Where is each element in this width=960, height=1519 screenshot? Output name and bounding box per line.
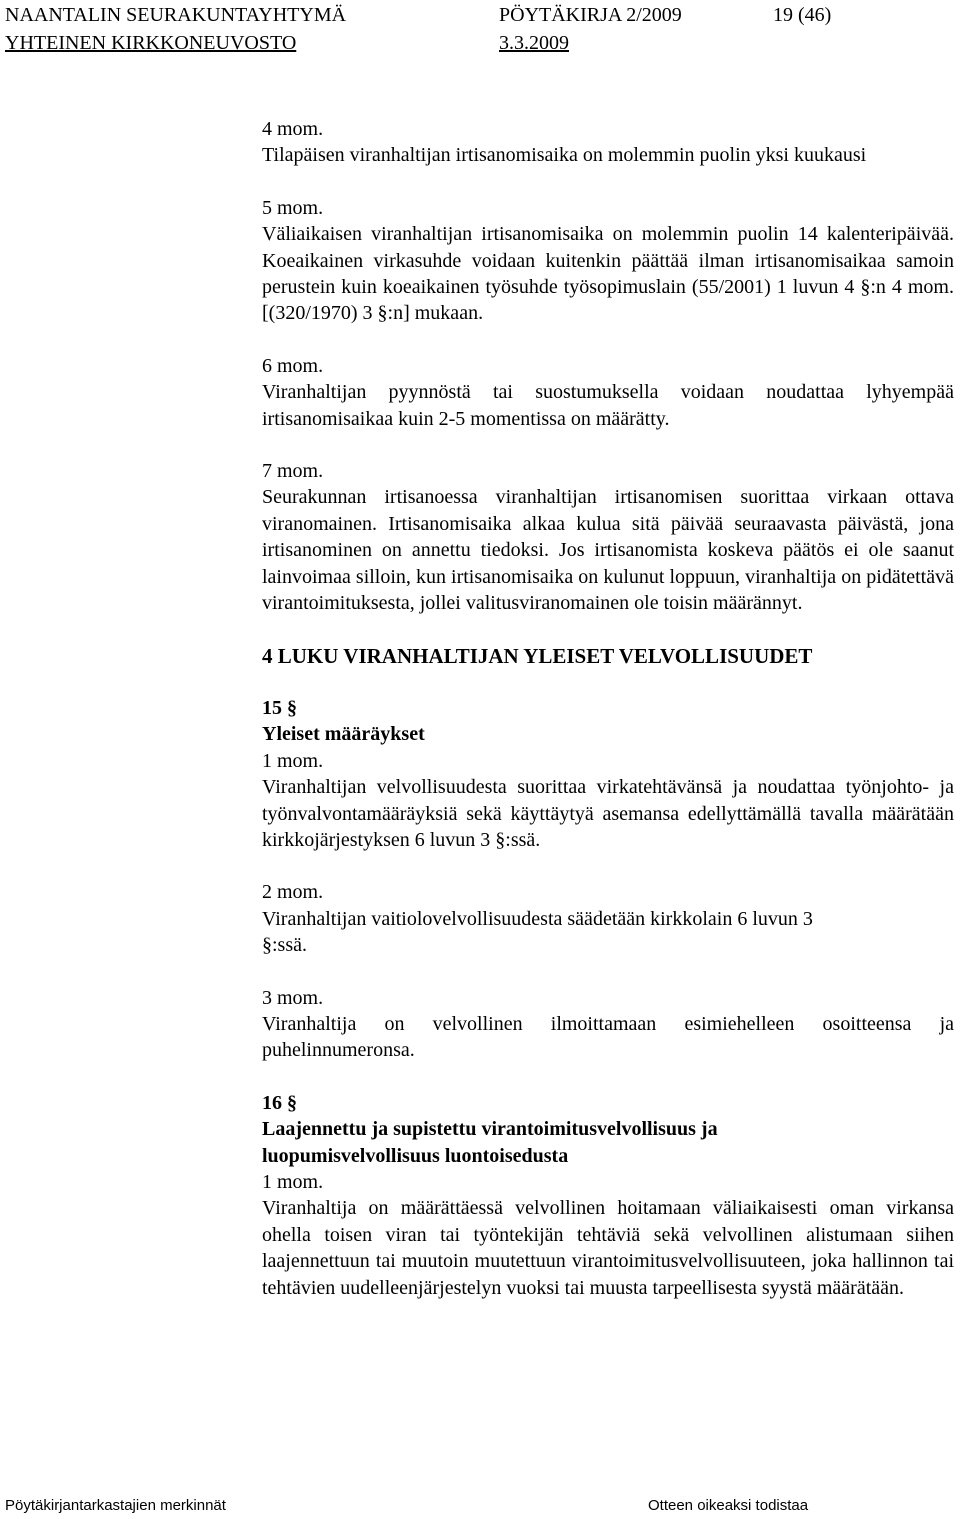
section-16-moment-1-text: Viranhaltija on määrättäessä velvollinen hoitamaan väliaikaisesti oman virkansa ohella toisen viran tai työntekijän tehtäviä sekä velvollinen alistumaan siihen laajennettuun tai muutoin muutettuun virantoimitusvelvollisuuteen, joka hallinnon tai tehtävien uudelleenjärjestelyn vuoksi tai muusta tarpeellisesta syystä määrätään. xyxy=(262,1197,954,1299)
section-15-moment-3-title: 3 mom. xyxy=(262,986,324,1009)
page-number: 19 (46) xyxy=(773,4,832,26)
moment-5-text: Väliaikaisen viranhaltijan irtisanomisaika on molemmin puolin 14 kalenteripäivää. Koeaikainen virkasuhde voidaan kuitenkin päättää ilman irtisanomisaikaa samoin perustein kuin koeaikainen työsuhde työsopimuslain (55/2001) 1 luvun 4 §:n 4 mom. [(320/1970) 3 §:n] mukaan. xyxy=(262,223,954,325)
organization-name: NAANTALIN SEURAKUNTAYHTYMÄ xyxy=(5,4,347,26)
moment-6-text: Viranhaltijan pyynnöstä tai suostumuksella voidaan noudattaa lyhyempää irtisanomisaikaa kuin 2-5 momentissa on määrätty. xyxy=(262,381,954,430)
section-16-moment-1-title: 1 mom. xyxy=(262,1171,324,1193)
council-name: YHTEINEN KIRKKONEUVOSTO xyxy=(5,32,297,54)
section-15-number: 15 § xyxy=(262,696,297,719)
chapter-heading: 4 LUKU VIRANHALTIJAN YLEISET VELVOLLISUUDET xyxy=(262,643,813,668)
section-16-title: Laajennettu ja supistettu virantoimitusvelvollisuus ja luopumisvelvollisuus luontoisedusta xyxy=(262,1118,718,1167)
section-15-moment-1-text: Viranhaltijan velvollisuudesta suorittaa virkatehtävänsä ja noudattaa työnjohto- ja työnvalvontamääräyksiä sekä käyttäytyä asemansa edellyttämällä tavalla määrätään kirkkojärjestyksen 6 luvun 3 §:ssä. xyxy=(262,776,954,851)
meeting-date: 3.3.2009 xyxy=(499,32,569,54)
moment-7-text: Seurakunnan irtisanoessa viranhaltijan irtisanomisen suorittaa virkaan ottava viranomainen. Irtisanomisaika alkaa kulua sitä päivää seuraavasta päivästä, jona irtisanominen on annettu tiedoksi. Jos irtisanomista koskeva päätös ei ole saanut lainvoimaa silloin, kun irtisanomisaika on kulunut loppuun, viranhaltija on pidätettävä virantoimituksesta, jollei valitusviranomainen ole toisin määrännyt. xyxy=(262,486,954,615)
document-title: PÖYTÄKIRJA 2/2009 xyxy=(499,4,682,26)
document-body xyxy=(262,116,954,1301)
footer-certification: Otteen oikeaksi todistaa xyxy=(648,1497,809,1514)
footer-reviewers-note: Pöytäkirjantarkastajien merkinnät xyxy=(5,1497,226,1514)
moment-7-title: 7 mom. xyxy=(262,460,324,483)
moment-4-text: Tilapäisen viranhaltijan irtisanomisaika on molemmin puolin yksi kuukausi xyxy=(262,144,867,167)
section-15-moment-2-text: Viranhaltijan vaitiolovelvollisuudesta säädetään kirkkolain 6 luvun 3 §:ssä. xyxy=(262,907,813,957)
moment-6-title: 6 mom. xyxy=(262,354,324,377)
section-16-number: 16 § xyxy=(262,1091,297,1114)
moment-5-title: 5 mom. xyxy=(262,196,324,219)
section-15-moment-2-title: 2 mom. xyxy=(262,881,324,904)
section-15-moment-3-text: Viranhaltija on velvollinen ilmoittamaan esimiehelleen osoitteensa ja puhelinnumeronsa. xyxy=(262,1012,954,1062)
section-15-moment-1-title: 1 mom. xyxy=(262,749,324,772)
section-15-title: Yleiset määräykset xyxy=(262,723,425,746)
moment-4-title: 4 mom. xyxy=(262,118,324,140)
